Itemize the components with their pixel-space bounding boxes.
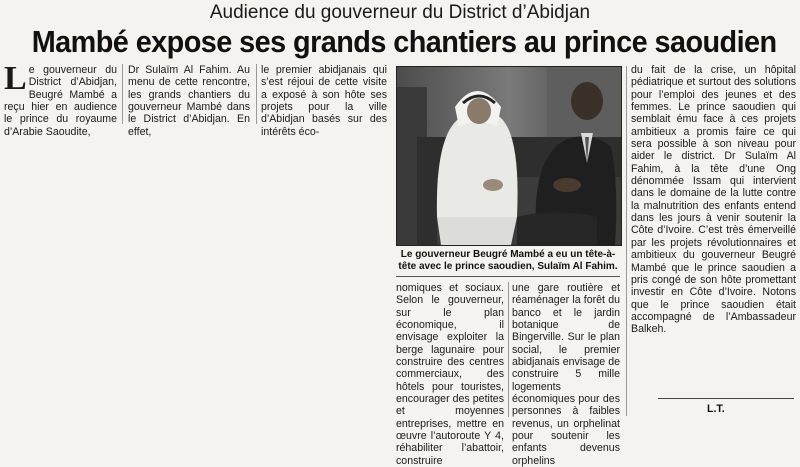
article-column-1 xyxy=(4,60,117,138)
column-divider xyxy=(122,64,123,124)
column-divider xyxy=(256,64,257,124)
column-4-text: une gare routière et réaménager la forêt du banco et le jardin botanique de Bingerville. Sur le plan social, le premier abidjanais envisage de construire 5 mille logements économiques pour des personnes à faibles revenus, un orphelinat pour soutenir les enfants devenus orphelins xyxy=(512,282,620,467)
drop-cap: L xyxy=(4,60,27,97)
column-1-text: e gouverneur du District d’Abidjan, Beugré Mambé a reçu hier en audience le prince du royaume d’Arabie Saoudite, xyxy=(4,64,117,138)
column-divider xyxy=(508,282,509,417)
caption-rule xyxy=(396,276,620,277)
author-signature: L.T. xyxy=(707,403,725,415)
news-photo xyxy=(396,66,622,246)
article-headline: Mambé expose ses grands chantiers au prince saoudien xyxy=(31,24,777,59)
article-column-3-bottom xyxy=(396,282,504,467)
article-column-2 xyxy=(128,64,250,138)
column-divider xyxy=(626,66,627,416)
article-column-3-top xyxy=(261,64,387,138)
end-rule xyxy=(658,398,794,399)
photo-illustration xyxy=(397,67,621,245)
column-5-text: du fait de la crise, un hôpital pédiatrique et surtout des solutions pour l’emploi des jeunes et des femmes. Le prince saoudien qui semblait ému face à ces projets ambitieux a promis faire ce qui sera possible à son niveau pour aider le district. Dr Sulaïm Al Fahim, à la tête d’une Ong dénommée Issam qui intervient dans le domaine de la lutte contre la malnutrition des enfants entend dans les jours à venir soutenir la Côte d’Ivoire. C’est très émerveillé par les projets révolutionnaires et ambitieux du gouverneur Beugré Mambé que le prince saoudien a pris congé de son hôte promettant investir en Côte d’Ivoire. Notons que le prince saoudien était accompagné de l’Ambassadeur Balkeh. xyxy=(631,64,796,336)
article-column-5 xyxy=(631,64,796,336)
column-3-bottom-text: nomiques et sociaux. Selon le gouverneur, sur le plan économique, il envisage exploiter la berge lagunaire pour construire des centres commerciaux, des hôtels pour touristes, encourager des petites et moyennes entreprises, mettre en œuvre l’autoroute Y 4, réhabiliter l’abattoir, construire xyxy=(396,282,504,467)
column-2-text: Dr Sulaïm Al Fahim. Au menu de cette rencontre, les grands chantiers du gouverneur Mambé dans le District d’Abidjan. En effet, xyxy=(128,64,250,138)
column-3-top-text: le premier abidjanais qui s’est réjoui de cette visite a exposé à son hôte ses projets pour la ville d’Abidjan basés sur des intérêts éco- xyxy=(261,64,387,138)
article-column-4 xyxy=(512,282,620,467)
photo-caption: Le gouverneur Beugré Mambé a eu un tête-à-tête avec le prince saoudien, Sulaïm Al Fahim. xyxy=(398,249,618,272)
article-kicker: Audience du gouverneur du District d’Abidjan xyxy=(209,2,591,23)
